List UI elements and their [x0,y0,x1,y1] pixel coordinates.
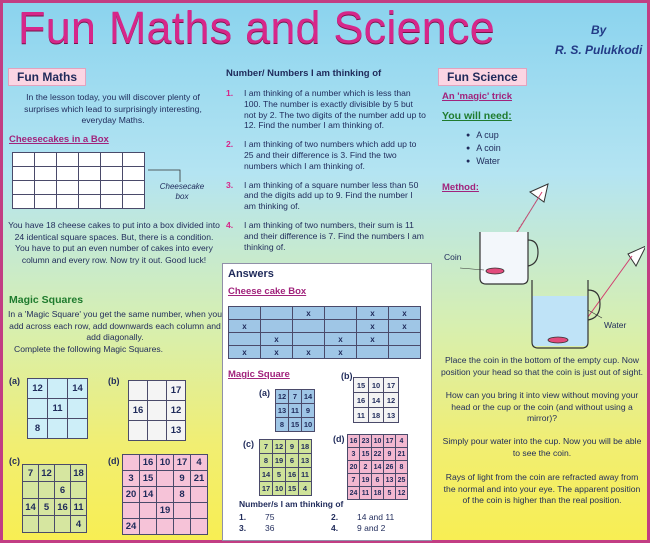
grid-cell: 5 [273,468,286,482]
answer-d-label: (d) [333,434,345,444]
grid-cell: 13 [299,454,312,468]
grid-row [276,404,315,418]
grid-row [123,455,208,471]
grid-cell: x [357,320,389,333]
grid-cell [123,181,145,195]
magic-squares-heading: Magic Squares [9,294,84,306]
answer-b-label: (b) [341,371,353,381]
grid-cell: x [389,320,421,333]
grid-cell: 19 [273,454,286,468]
grid-cell: 17 [384,378,399,393]
grid-cell [79,181,101,195]
grid-cell: 18 [299,440,312,454]
grid-cell [55,516,71,533]
grid-row [23,516,87,533]
grid-cell [191,487,208,503]
grid-row [229,320,421,333]
grid-cell [157,487,174,503]
grid-row [28,419,88,439]
grid-cell [35,167,57,181]
magic-square-d [122,454,208,535]
grid-cell [55,465,71,482]
grid-row [123,519,208,535]
grid-row [23,499,87,516]
grid-cell [357,346,389,359]
grid-cell: 15 [289,418,302,432]
grid-cell [68,399,88,419]
grid-cell: 21 [191,471,208,487]
grid-cell [35,153,57,167]
grid-cell: 9 [384,448,396,461]
grid-cell: 4 [71,516,87,533]
grid-row [28,379,88,399]
grid-row [123,487,208,503]
answer-a-label: (a) [259,388,270,398]
numbers-item: 2. I am thinking of two numbers which add up to 25 and their difference is 3. Find the two numbers which I am thinking of. [226,139,417,171]
grid-row [354,393,399,408]
grid-cell: 12 [276,390,289,404]
grid-cell: 10 [273,482,286,496]
grid-cell: 13 [167,421,186,441]
author-name: R. S. Pulukkodi [555,43,643,57]
answers-numbers-heading: Number/s I am thinking of [239,499,344,509]
answer-c-label: (c) [243,439,254,449]
grid-cell [79,153,101,167]
answers-heading: Answers [228,268,274,280]
grid-cell: 15 [140,471,157,487]
grid-cell [13,167,35,181]
grid-row [28,399,88,419]
grid-row [129,421,186,441]
answer-square-c [259,439,312,496]
grid-cell: 7 [23,465,39,482]
grid-cell: x [357,307,389,320]
square-c-label: (c) [9,456,20,466]
answers-magic-heading: Magic Square [228,369,290,380]
grid-row [13,181,145,195]
answer-square-a [275,389,315,432]
grid-cell: 8 [174,487,191,503]
grid-cell [148,381,167,401]
grid-row [348,435,408,448]
grid-cell: 17 [174,455,191,471]
method-heading: Method: [442,182,479,193]
grid-cell: 15 [286,482,299,496]
grid-cell: 4 [191,455,208,471]
empty-cup-icon [480,232,528,284]
grid-cell [48,379,68,399]
grid-cell: 7 [348,474,360,487]
page-title: Fun Maths and Science [18,2,495,53]
grid-row [276,418,315,432]
grid-row [229,333,421,346]
grid-cell [13,153,35,167]
numbers-heading: Number/ Numbers I am thinking of [226,68,382,79]
answers-numbers-list: 1. 75 2. 14 and 11 3. 36 4. 9 and 2 [239,512,395,533]
science-step-3: Simply pour water into the cup. Now you will be able to see the coin. [442,436,642,458]
grid-cell: 16 [55,499,71,516]
grid-row [229,307,421,320]
grid-cell [79,195,101,209]
grid-cell: 4 [396,435,408,448]
need-heading: You will need: [442,110,512,122]
grid-cell [79,167,101,181]
grid-row [348,487,408,500]
grid-cell: 6 [372,474,384,487]
grid-cell: 11 [289,404,302,418]
grid-row [129,381,186,401]
magic-square-a [27,378,88,439]
magic-squares-text: In a 'Magic Square' you get the same number, when you add across each row, add downwards each column and add diagonally. [8,309,222,342]
grid-cell: 14 [369,393,384,408]
grid-cell: x [229,320,261,333]
answers-cheese-grid [228,306,421,359]
grid-cell: x [389,307,421,320]
grid-cell: 16 [286,468,299,482]
grid-cell: x [325,333,357,346]
coin-icon [486,268,504,274]
grid-cell [148,421,167,441]
grid-cell [157,519,174,535]
grid-cell [140,503,157,519]
science-step-1: Place the coin in the bottom of the empty cup. Now position your head so that the coin is just out of sight. [440,355,644,377]
grid-cell: 12 [384,393,399,408]
grid-cell [68,419,88,439]
numbers-item: 3. I am thinking of a square number less than 50 and the digits add up to 9. Find the number I am thinking of. [226,179,419,212]
grid-cell: 3 [123,471,140,487]
grid-cell: 2 [360,461,372,474]
grid-cell: 11 [48,399,68,419]
grid-cell: 14 [372,461,384,474]
grid-cell [101,153,123,167]
grid-cell: 14 [260,468,273,482]
grid-cell: 19 [157,503,174,519]
grid-cell [293,320,325,333]
grid-row [13,153,145,167]
grid-cell: 5 [39,499,55,516]
cheesecake-box-grid [12,152,145,209]
grid-cell: x [357,333,389,346]
grid-cell: 24 [123,519,140,535]
grid-row [260,454,312,468]
grid-cell: x [261,346,293,359]
grid-cell [35,195,57,209]
grid-cell: 14 [68,379,88,399]
grid-cell [129,381,148,401]
grid-cell [39,482,55,499]
grid-row [348,448,408,461]
grid-row [129,401,186,421]
science-step-2: How can you bring it into view without moving your head or the cup or the coin (and without using a mirror)? [445,390,639,423]
grid-cell: 16 [354,393,369,408]
grid-cell: 5 [384,487,396,500]
materials-list [466,129,501,168]
grid-cell: x [325,346,357,359]
grid-cell: 16 [348,435,360,448]
grid-cell: 17 [384,435,396,448]
eye-arrow-icon [530,184,548,202]
grid-cell: 6 [55,482,71,499]
grid-cell: 4 [299,482,312,496]
grid-cell: 8 [260,454,273,468]
grid-cell: 3 [348,448,360,461]
grid-row [348,461,408,474]
grid-cell: 8 [28,419,48,439]
grid-cell [174,519,191,535]
grid-cell: 18 [372,487,384,500]
grid-cell: 22 [372,448,384,461]
science-step-4: Rays of light from the coin are refracted away from the normal and into your eye. The apparent position of the coin is higher than the real position. [443,472,641,505]
cheesecakes-text: You have 18 cheese cakes to put into a box divided into 24 identical square spaces. But, there is a condition. You have to put an even number of cakes into every column and every row. Now try it out. Good luck! [8,220,220,265]
grid-cell: 17 [260,482,273,496]
grid-cell: 8 [276,418,289,432]
coin-label: Coin [444,252,462,262]
grid-row [123,503,208,519]
grid-cell [261,320,293,333]
grid-cell: 21 [396,448,408,461]
grid-cell [229,333,261,346]
square-b-label: (b) [108,376,120,386]
grid-cell: x [261,333,293,346]
grid-row [23,465,87,482]
grid-cell [174,503,191,519]
grid-cell: 11 [360,487,372,500]
grid-cell [129,421,148,441]
grid-cell [123,167,145,181]
grid-cell [389,333,421,346]
grid-cell [325,307,357,320]
grid-cell: 25 [396,474,408,487]
grid-row [260,440,312,454]
grid-cell: 15 [360,448,372,461]
grid-cell [13,181,35,195]
grid-cell: 20 [123,487,140,503]
grid-cell: 9 [302,404,315,418]
material-item: ● A cup [466,129,501,142]
fun-maths-heading: Fun Maths [8,68,86,86]
grid-cell [191,519,208,535]
magic-square-c [22,464,87,533]
answer-square-b [353,377,399,423]
grid-cell [23,482,39,499]
grid-cell: 13 [276,404,289,418]
grid-cell: 16 [129,401,148,421]
grid-cell: 26 [384,461,396,474]
magic-square-b [128,380,186,441]
grid-cell [191,503,208,519]
square-d-label: (d) [108,456,120,466]
grid-cell: 7 [260,440,273,454]
grid-row [229,346,421,359]
grid-cell [57,181,79,195]
water-label: Water [604,320,627,330]
grid-cell [293,333,325,346]
grid-cell [148,401,167,421]
grid-cell: 10 [157,455,174,471]
grid-cell: 18 [369,408,384,423]
grid-row [348,474,408,487]
grid-cell: x [293,307,325,320]
grid-cell [389,346,421,359]
grid-cell: 12 [28,379,48,399]
grid-cell [157,471,174,487]
grid-cell: 12 [167,401,186,421]
grid-cell: 18 [71,465,87,482]
grid-cell [101,195,123,209]
grid-cell: 13 [384,408,399,423]
grid-cell: 11 [354,408,369,423]
cheesecake-box-label: Cheesecake box [159,182,205,201]
grid-cell: 14 [140,487,157,503]
numbers-item: 1. I am thinking of a number which is less than 100. The number is exactly divisible by 5 but not by 2. The two digits of the number add up to 12. Find the number I am thinking of. [226,88,426,131]
grid-cell [101,167,123,181]
grid-cell: 9 [286,440,299,454]
numbers-item: 4. I am thinking of two numbers, their sum is 11 and their difference is 7. Find the numbers I am thinking of. [226,219,424,252]
coin-in-water-icon [548,337,568,343]
author-block [555,20,642,60]
grid-cell [57,153,79,167]
grid-cell [23,516,39,533]
grid-cell [123,455,140,471]
grid-cell: 10 [369,378,384,393]
answer-square-d [347,434,408,500]
grid-cell: 12 [39,465,55,482]
grid-cell [28,399,48,419]
grid-cell: 11 [71,499,87,516]
grid-row [354,378,399,393]
author-by: By [591,23,607,37]
grid-row [123,471,208,487]
grid-cell: x [293,346,325,359]
numbers-list [226,88,426,260]
grid-cell [229,307,261,320]
grid-cell: 13 [384,474,396,487]
grid-cell [57,167,79,181]
grid-cell: 11 [299,468,312,482]
grid-cell [101,181,123,195]
magic-squares-instruction: Complete the following Magic Squares. [14,344,164,354]
grid-cell: 17 [167,381,186,401]
grid-row [354,408,399,423]
grid-row [13,167,145,181]
fun-maths-intro: In the lesson today, you will discover plenty of surprises which lead to surprisingly interesting, everyday Maths. [24,92,202,125]
grid-cell: 8 [396,461,408,474]
grid-cell [140,519,157,535]
grid-cell: 12 [396,487,408,500]
fun-science-heading: Fun Science [438,68,527,86]
grid-cell: 16 [140,455,157,471]
grid-cell: 20 [348,461,360,474]
grid-cell: 14 [23,499,39,516]
grid-cell [123,153,145,167]
grid-cell: 10 [302,418,315,432]
grid-cell: 10 [372,435,384,448]
grid-cell [35,181,57,195]
grid-cell: 6 [286,454,299,468]
answers-panel [222,263,432,541]
trick-heading: An 'magic' trick [442,91,512,102]
eye-arrow-icon-2 [628,246,645,266]
grid-cell [261,307,293,320]
grid-cell: 24 [348,487,360,500]
grid-cell [48,419,68,439]
grid-cell: 23 [360,435,372,448]
grid-cell: 15 [354,378,369,393]
grid-cell [39,516,55,533]
grid-cell: 14 [302,390,315,404]
answers-cheese-heading: Cheese cake Box [228,286,307,297]
grid-row [260,482,312,496]
material-item: ● Water [466,155,501,168]
grid-cell [71,482,87,499]
grid-cell [123,195,145,209]
square-a-label: (a) [9,376,20,386]
grid-row [23,482,87,499]
grid-cell: 19 [360,474,372,487]
grid-cell: 7 [289,390,302,404]
grid-cell [123,503,140,519]
grid-row [260,468,312,482]
grid-cell: x [229,346,261,359]
grid-cell: 12 [273,440,286,454]
grid-row [13,195,145,209]
grid-cell [57,195,79,209]
grid-cell: 9 [174,471,191,487]
grid-cell [13,195,35,209]
cheesecakes-heading: Cheesecakes in a Box [9,134,109,145]
grid-cell [325,320,357,333]
grid-row [276,390,315,404]
material-item: ● A coin [466,142,501,155]
